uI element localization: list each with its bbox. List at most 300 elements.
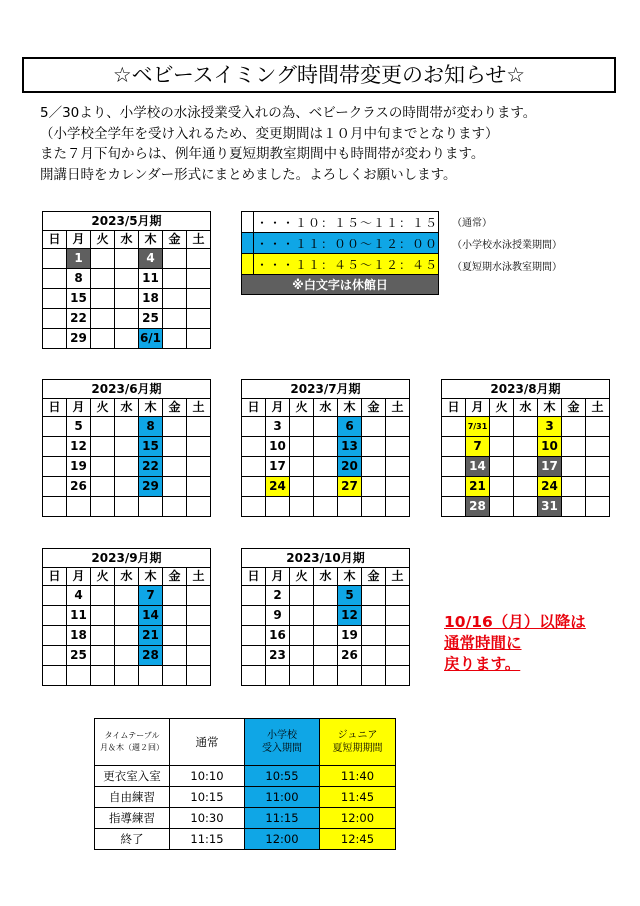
calendar-day-cell — [242, 606, 266, 626]
calendar-day-cell: 11 — [139, 269, 163, 289]
weekday-header: 月 — [67, 399, 91, 417]
weekday-header: 日 — [242, 568, 266, 586]
calendar-day-cell — [362, 477, 386, 497]
weekday-header: 火 — [91, 399, 115, 417]
calendar-day-cell — [290, 437, 314, 457]
calendar-day-cell — [386, 586, 410, 606]
weekday-header: 木 — [538, 399, 562, 417]
calendar-day-cell: 22 — [67, 309, 91, 329]
calendar-day-cell — [362, 646, 386, 666]
calendar-day-cell: 7/31 — [466, 417, 490, 437]
calendar-day-cell — [163, 309, 187, 329]
calendar-day-cell — [115, 269, 139, 289]
calendar-day-cell — [187, 646, 211, 666]
timetable-row-label: 更衣室入室 — [95, 766, 170, 787]
weekday-header: 木 — [139, 231, 163, 249]
calendar-day-cell — [115, 417, 139, 437]
weekday-header: 木 — [338, 568, 362, 586]
calendar-day-cell: 5 — [338, 586, 362, 606]
calendar-day-cell: 23 — [266, 646, 290, 666]
weekday-header: 金 — [362, 399, 386, 417]
weekday-header: 水 — [514, 399, 538, 417]
calendar-day-cell — [91, 586, 115, 606]
calendar-day-cell: 10 — [266, 437, 290, 457]
timetable-cell: 10:30 — [170, 808, 245, 829]
calendar-day-cell — [187, 626, 211, 646]
calendar-day-cell — [314, 666, 338, 686]
timetable-header-normal: 通常 — [170, 719, 245, 766]
calendar-day-cell — [91, 309, 115, 329]
calendar-day-cell: 29 — [139, 477, 163, 497]
calendar-day-cell — [43, 329, 67, 349]
calendar-day-cell — [91, 666, 115, 686]
timetable — [94, 718, 396, 850]
calendar-day-cell — [43, 586, 67, 606]
weekday-header: 金 — [163, 231, 187, 249]
calendar-day-cell: 4 — [139, 249, 163, 269]
calendar-may — [42, 211, 211, 349]
weekday-header: 土 — [187, 399, 211, 417]
calendar-day-cell — [91, 606, 115, 626]
notice-line: 戻ります。 — [444, 655, 521, 673]
calendar-day-cell — [43, 437, 67, 457]
calendar-day-cell: 3 — [266, 417, 290, 437]
calendar-day-cell — [91, 437, 115, 457]
weekday-header: 金 — [362, 568, 386, 586]
calendar-day-cell — [91, 477, 115, 497]
calendar-day-cell: 13 — [338, 437, 362, 457]
calendar-day-cell — [67, 497, 91, 517]
calendar-day-cell — [290, 606, 314, 626]
calendar-day-cell — [43, 249, 67, 269]
calendar-day-cell — [163, 437, 187, 457]
calendar-title: 2023/7月期 — [242, 380, 410, 399]
calendar-day-cell — [115, 437, 139, 457]
calendar-day-cell — [562, 457, 586, 477]
calendar-day-cell — [163, 329, 187, 349]
legend-swatch-normal — [242, 212, 254, 233]
calendar-day-cell — [242, 477, 266, 497]
page-title: ☆ベビースイミング時間帯変更のお知らせ☆ — [22, 57, 616, 93]
calendar-day-cell: 24 — [538, 477, 562, 497]
legend-text-school: ・・・１１：００〜１２：００ — [253, 233, 438, 254]
weekday-header: 月 — [67, 231, 91, 249]
calendar-day-cell — [187, 606, 211, 626]
timetable-header-school: 小学校 受入期間 — [245, 719, 320, 766]
weekday-header: 土 — [386, 568, 410, 586]
calendar-day-cell: 26 — [67, 477, 91, 497]
weekday-header: 水 — [115, 231, 139, 249]
calendar-day-cell — [586, 457, 610, 477]
calendar-day-cell: 20 — [338, 457, 362, 477]
calendar-day-cell — [266, 497, 290, 517]
calendar-day-cell: 25 — [139, 309, 163, 329]
calendar-day-cell — [115, 477, 139, 497]
calendar-day-cell — [314, 417, 338, 437]
calendar-day-cell — [290, 457, 314, 477]
calendar-day-cell — [490, 437, 514, 457]
weekday-header: 土 — [586, 399, 610, 417]
calendar-day-cell — [242, 586, 266, 606]
weekday-header: 金 — [562, 399, 586, 417]
calendar-day-cell — [242, 646, 266, 666]
calendar-day-cell — [91, 269, 115, 289]
weekday-header: 火 — [91, 231, 115, 249]
calendar-day-cell — [139, 497, 163, 517]
calendar-day-cell: 25 — [67, 646, 91, 666]
calendar-day-cell — [386, 626, 410, 646]
calendar-day-cell — [442, 457, 466, 477]
intro-line: （小学校全学年を受け入れるため、変更期間は１０月中旬までとなります） — [40, 125, 499, 142]
calendar-day-cell: 19 — [67, 457, 91, 477]
calendar-day-cell — [91, 289, 115, 309]
calendar-day-cell — [115, 249, 139, 269]
weekday-header: 水 — [314, 568, 338, 586]
calendar-day-cell — [242, 437, 266, 457]
calendar-day-cell: 14 — [466, 457, 490, 477]
calendar-day-cell — [514, 497, 538, 517]
calendar-day-cell — [91, 646, 115, 666]
calendar-june — [42, 379, 211, 517]
calendar-day-cell: 26 — [338, 646, 362, 666]
weekday-header: 日 — [43, 399, 67, 417]
calendar-day-cell — [386, 497, 410, 517]
calendar-day-cell: 5 — [67, 417, 91, 437]
calendar-day-cell — [187, 586, 211, 606]
calendar-day-cell — [514, 477, 538, 497]
calendar-day-cell — [362, 497, 386, 517]
calendar-day-cell — [91, 626, 115, 646]
timetable-cell: 11:00 — [245, 787, 320, 808]
calendar-day-cell — [362, 586, 386, 606]
calendar-day-cell: 15 — [139, 437, 163, 457]
calendar-day-cell — [91, 329, 115, 349]
calendar-day-cell — [43, 289, 67, 309]
calendar-title: 2023/9月期 — [43, 549, 211, 568]
calendar-day-cell — [266, 666, 290, 686]
calendar-day-cell — [362, 417, 386, 437]
calendar-day-cell — [514, 417, 538, 437]
timetable-cell: 11:45 — [320, 787, 396, 808]
intro-line: 開講日時をカレンダー形式にまとめました。よろしくお願いします。 — [40, 166, 457, 183]
calendar-day-cell — [242, 666, 266, 686]
calendar-day-cell — [290, 477, 314, 497]
weekday-header: 土 — [187, 231, 211, 249]
calendar-day-cell: 18 — [139, 289, 163, 309]
notice-line: 10/16（月）以降は — [444, 613, 586, 631]
calendar-day-cell — [586, 417, 610, 437]
calendar-day-cell — [442, 437, 466, 457]
calendar-day-cell — [290, 646, 314, 666]
calendar-day-cell — [115, 289, 139, 309]
calendar-day-cell — [43, 606, 67, 626]
calendar-day-cell: 18 — [67, 626, 91, 646]
calendar-day-cell: 11 — [67, 606, 91, 626]
calendar-day-cell — [115, 646, 139, 666]
weekday-header: 土 — [386, 399, 410, 417]
calendar-day-cell — [490, 497, 514, 517]
timetable-cell: 10:15 — [170, 787, 245, 808]
calendar-day-cell — [187, 289, 211, 309]
calendar-day-cell: 28 — [466, 497, 490, 517]
weekday-header: 火 — [91, 568, 115, 586]
calendar-day-cell: 28 — [139, 646, 163, 666]
calendar-day-cell — [490, 457, 514, 477]
weekday-header: 水 — [314, 399, 338, 417]
calendar-day-cell — [562, 497, 586, 517]
calendar-day-cell — [314, 457, 338, 477]
calendar-day-cell — [163, 249, 187, 269]
calendar-day-cell — [562, 477, 586, 497]
calendar-day-cell: 3 — [538, 417, 562, 437]
legend-note-summer: （夏短期水泳教室期間） — [452, 262, 562, 273]
intro-text — [40, 103, 620, 185]
calendar-title: 2023/10月期 — [242, 549, 410, 568]
timetable-cell: 11:15 — [245, 808, 320, 829]
legend-footer: ※白文字は休館日 — [242, 275, 439, 295]
timetable-row-label: 自由練習 — [95, 787, 170, 808]
notice-line: 通常時間に — [444, 634, 522, 652]
calendar-day-cell — [242, 497, 266, 517]
weekday-header: 火 — [290, 568, 314, 586]
calendar-august — [441, 379, 610, 517]
timetable-row-label: 終了 — [95, 829, 170, 850]
weekday-header: 月 — [266, 399, 290, 417]
legend-swatch-school — [242, 233, 254, 254]
weekday-header: 金 — [163, 568, 187, 586]
weekday-header: 日 — [442, 399, 466, 417]
calendar-day-cell — [386, 666, 410, 686]
calendar-day-cell — [586, 437, 610, 457]
weekday-header: 月 — [466, 399, 490, 417]
calendar-day-cell: 6 — [338, 417, 362, 437]
calendar-day-cell — [163, 606, 187, 626]
calendar-day-cell — [115, 309, 139, 329]
calendar-day-cell — [242, 626, 266, 646]
weekday-header: 日 — [43, 568, 67, 586]
calendar-day-cell — [67, 666, 91, 686]
calendar-day-cell — [187, 666, 211, 686]
calendar-day-cell — [43, 646, 67, 666]
calendar-day-cell — [562, 417, 586, 437]
calendar-day-cell — [586, 477, 610, 497]
timetable-cell: 12:45 — [320, 829, 396, 850]
resume-notice — [444, 612, 586, 675]
calendar-day-cell — [187, 249, 211, 269]
calendar-day-cell — [386, 457, 410, 477]
calendar-day-cell — [290, 497, 314, 517]
calendar-day-cell — [314, 437, 338, 457]
calendar-day-cell — [386, 646, 410, 666]
calendar-day-cell — [242, 457, 266, 477]
calendar-day-cell: 6/1 — [139, 329, 163, 349]
time-legend — [241, 211, 439, 295]
calendar-day-cell — [442, 477, 466, 497]
calendar-day-cell — [115, 666, 139, 686]
calendar-day-cell — [314, 477, 338, 497]
calendar-october — [241, 548, 410, 686]
weekday-header: 月 — [266, 568, 290, 586]
timetable-cell: 12:00 — [320, 808, 396, 829]
calendar-day-cell — [187, 497, 211, 517]
calendar-day-cell — [586, 497, 610, 517]
calendar-day-cell: 17 — [266, 457, 290, 477]
legend-note-normal: （通常） — [452, 218, 492, 229]
calendar-day-cell — [115, 626, 139, 646]
calendar-day-cell — [314, 586, 338, 606]
intro-line: また７月下旬からは、例年通り夏短期教室期間中も時間帯が変わります。 — [40, 146, 485, 162]
calendar-day-cell — [163, 646, 187, 666]
calendar-day-cell — [139, 666, 163, 686]
calendar-day-cell — [163, 417, 187, 437]
calendar-day-cell: 7 — [139, 586, 163, 606]
weekday-header: 水 — [115, 568, 139, 586]
calendar-day-cell — [290, 586, 314, 606]
weekday-header: 土 — [187, 568, 211, 586]
weekday-header: 木 — [139, 568, 163, 586]
legend-swatch-summer — [242, 254, 254, 275]
calendar-day-cell — [362, 457, 386, 477]
weekday-header: 日 — [43, 231, 67, 249]
timetable-cell: 11:40 — [320, 766, 396, 787]
calendar-day-cell — [242, 417, 266, 437]
calendar-day-cell — [187, 309, 211, 329]
calendar-day-cell — [163, 457, 187, 477]
calendar-day-cell — [290, 666, 314, 686]
legend-text-summer: ・・・１１：４５〜１２：４５ — [253, 254, 438, 275]
calendar-day-cell — [115, 457, 139, 477]
calendar-day-cell — [115, 606, 139, 626]
calendar-day-cell: 12 — [67, 437, 91, 457]
calendar-day-cell — [163, 586, 187, 606]
calendar-day-cell: 27 — [338, 477, 362, 497]
calendar-day-cell — [163, 497, 187, 517]
calendar-day-cell — [386, 437, 410, 457]
calendar-day-cell — [91, 497, 115, 517]
calendar-day-cell — [43, 269, 67, 289]
weekday-header: 金 — [163, 399, 187, 417]
calendar-day-cell: 8 — [67, 269, 91, 289]
calendar-day-cell — [187, 477, 211, 497]
calendar-day-cell — [338, 497, 362, 517]
calendar-day-cell: 22 — [139, 457, 163, 477]
calendar-day-cell: 19 — [338, 626, 362, 646]
calendar-day-cell — [115, 329, 139, 349]
calendar-day-cell — [514, 457, 538, 477]
calendar-day-cell — [290, 417, 314, 437]
calendar-day-cell — [43, 457, 67, 477]
calendar-day-cell — [187, 269, 211, 289]
calendar-day-cell: 21 — [139, 626, 163, 646]
calendar-september — [42, 548, 211, 686]
calendar-day-cell — [362, 437, 386, 457]
calendar-day-cell — [314, 646, 338, 666]
calendar-title: 2023/6月期 — [43, 380, 211, 399]
intro-line: 5／30より、小学校の水泳授業受入れの為、ベビークラスの時間帯が変わります。 — [40, 105, 537, 121]
calendar-day-cell — [490, 417, 514, 437]
calendar-day-cell: 1 — [67, 249, 91, 269]
calendar-day-cell: 4 — [67, 586, 91, 606]
calendar-day-cell — [43, 309, 67, 329]
calendar-day-cell: 21 — [466, 477, 490, 497]
calendar-day-cell — [43, 626, 67, 646]
calendar-day-cell — [514, 437, 538, 457]
calendar-day-cell: 17 — [538, 457, 562, 477]
calendar-day-cell — [362, 666, 386, 686]
timetable-cell: 11:15 — [170, 829, 245, 850]
calendar-day-cell — [91, 457, 115, 477]
calendar-day-cell: 2 — [266, 586, 290, 606]
calendar-day-cell — [163, 477, 187, 497]
calendar-day-cell — [442, 417, 466, 437]
calendar-day-cell — [187, 329, 211, 349]
legend-note-school: （小学校水泳授業期間） — [452, 240, 562, 251]
calendar-day-cell: 12 — [338, 606, 362, 626]
timetable-row-label: 指導練習 — [95, 808, 170, 829]
calendar-day-cell — [290, 626, 314, 646]
calendar-day-cell: 14 — [139, 606, 163, 626]
calendar-day-cell — [362, 626, 386, 646]
calendar-day-cell — [91, 249, 115, 269]
calendar-day-cell — [43, 417, 67, 437]
calendar-day-cell — [490, 477, 514, 497]
calendar-day-cell: 7 — [466, 437, 490, 457]
calendar-day-cell — [43, 497, 67, 517]
weekday-header: 日 — [242, 399, 266, 417]
calendar-day-cell — [314, 606, 338, 626]
calendar-day-cell — [43, 666, 67, 686]
calendar-title: 2023/8月期 — [442, 380, 610, 399]
timetable-cell: 10:10 — [170, 766, 245, 787]
calendar-day-cell: 10 — [538, 437, 562, 457]
calendar-day-cell — [562, 437, 586, 457]
weekday-header: 木 — [139, 399, 163, 417]
calendar-day-cell — [338, 666, 362, 686]
calendar-day-cell — [442, 497, 466, 517]
calendar-day-cell — [163, 289, 187, 309]
calendar-day-cell — [43, 477, 67, 497]
calendar-july — [241, 379, 410, 517]
timetable-cell: 10:55 — [245, 766, 320, 787]
calendar-day-cell: 24 — [266, 477, 290, 497]
weekday-header: 火 — [290, 399, 314, 417]
timetable-cell: 12:00 — [245, 829, 320, 850]
weekday-header: 木 — [338, 399, 362, 417]
calendar-day-cell: 9 — [266, 606, 290, 626]
calendar-title: 2023/5月期 — [43, 212, 211, 231]
calendar-day-cell — [386, 477, 410, 497]
calendar-day-cell: 29 — [67, 329, 91, 349]
calendar-day-cell — [163, 269, 187, 289]
weekday-header: 水 — [115, 399, 139, 417]
calendar-day-cell — [386, 417, 410, 437]
calendar-day-cell — [163, 666, 187, 686]
calendar-day-cell — [163, 626, 187, 646]
calendar-day-cell: 31 — [538, 497, 562, 517]
calendar-day-cell: 15 — [67, 289, 91, 309]
calendar-day-cell — [115, 497, 139, 517]
calendar-day-cell: 8 — [139, 417, 163, 437]
weekday-header: 月 — [67, 568, 91, 586]
calendar-day-cell — [187, 437, 211, 457]
timetable-header-label: タイムテーブル 月＆木（週２回） — [95, 719, 170, 766]
calendar-day-cell — [187, 417, 211, 437]
calendar-day-cell — [362, 606, 386, 626]
calendar-day-cell: 16 — [266, 626, 290, 646]
timetable-header-summer: ジュニア 夏短期期間 — [320, 719, 396, 766]
calendar-day-cell — [115, 586, 139, 606]
calendar-day-cell — [386, 606, 410, 626]
